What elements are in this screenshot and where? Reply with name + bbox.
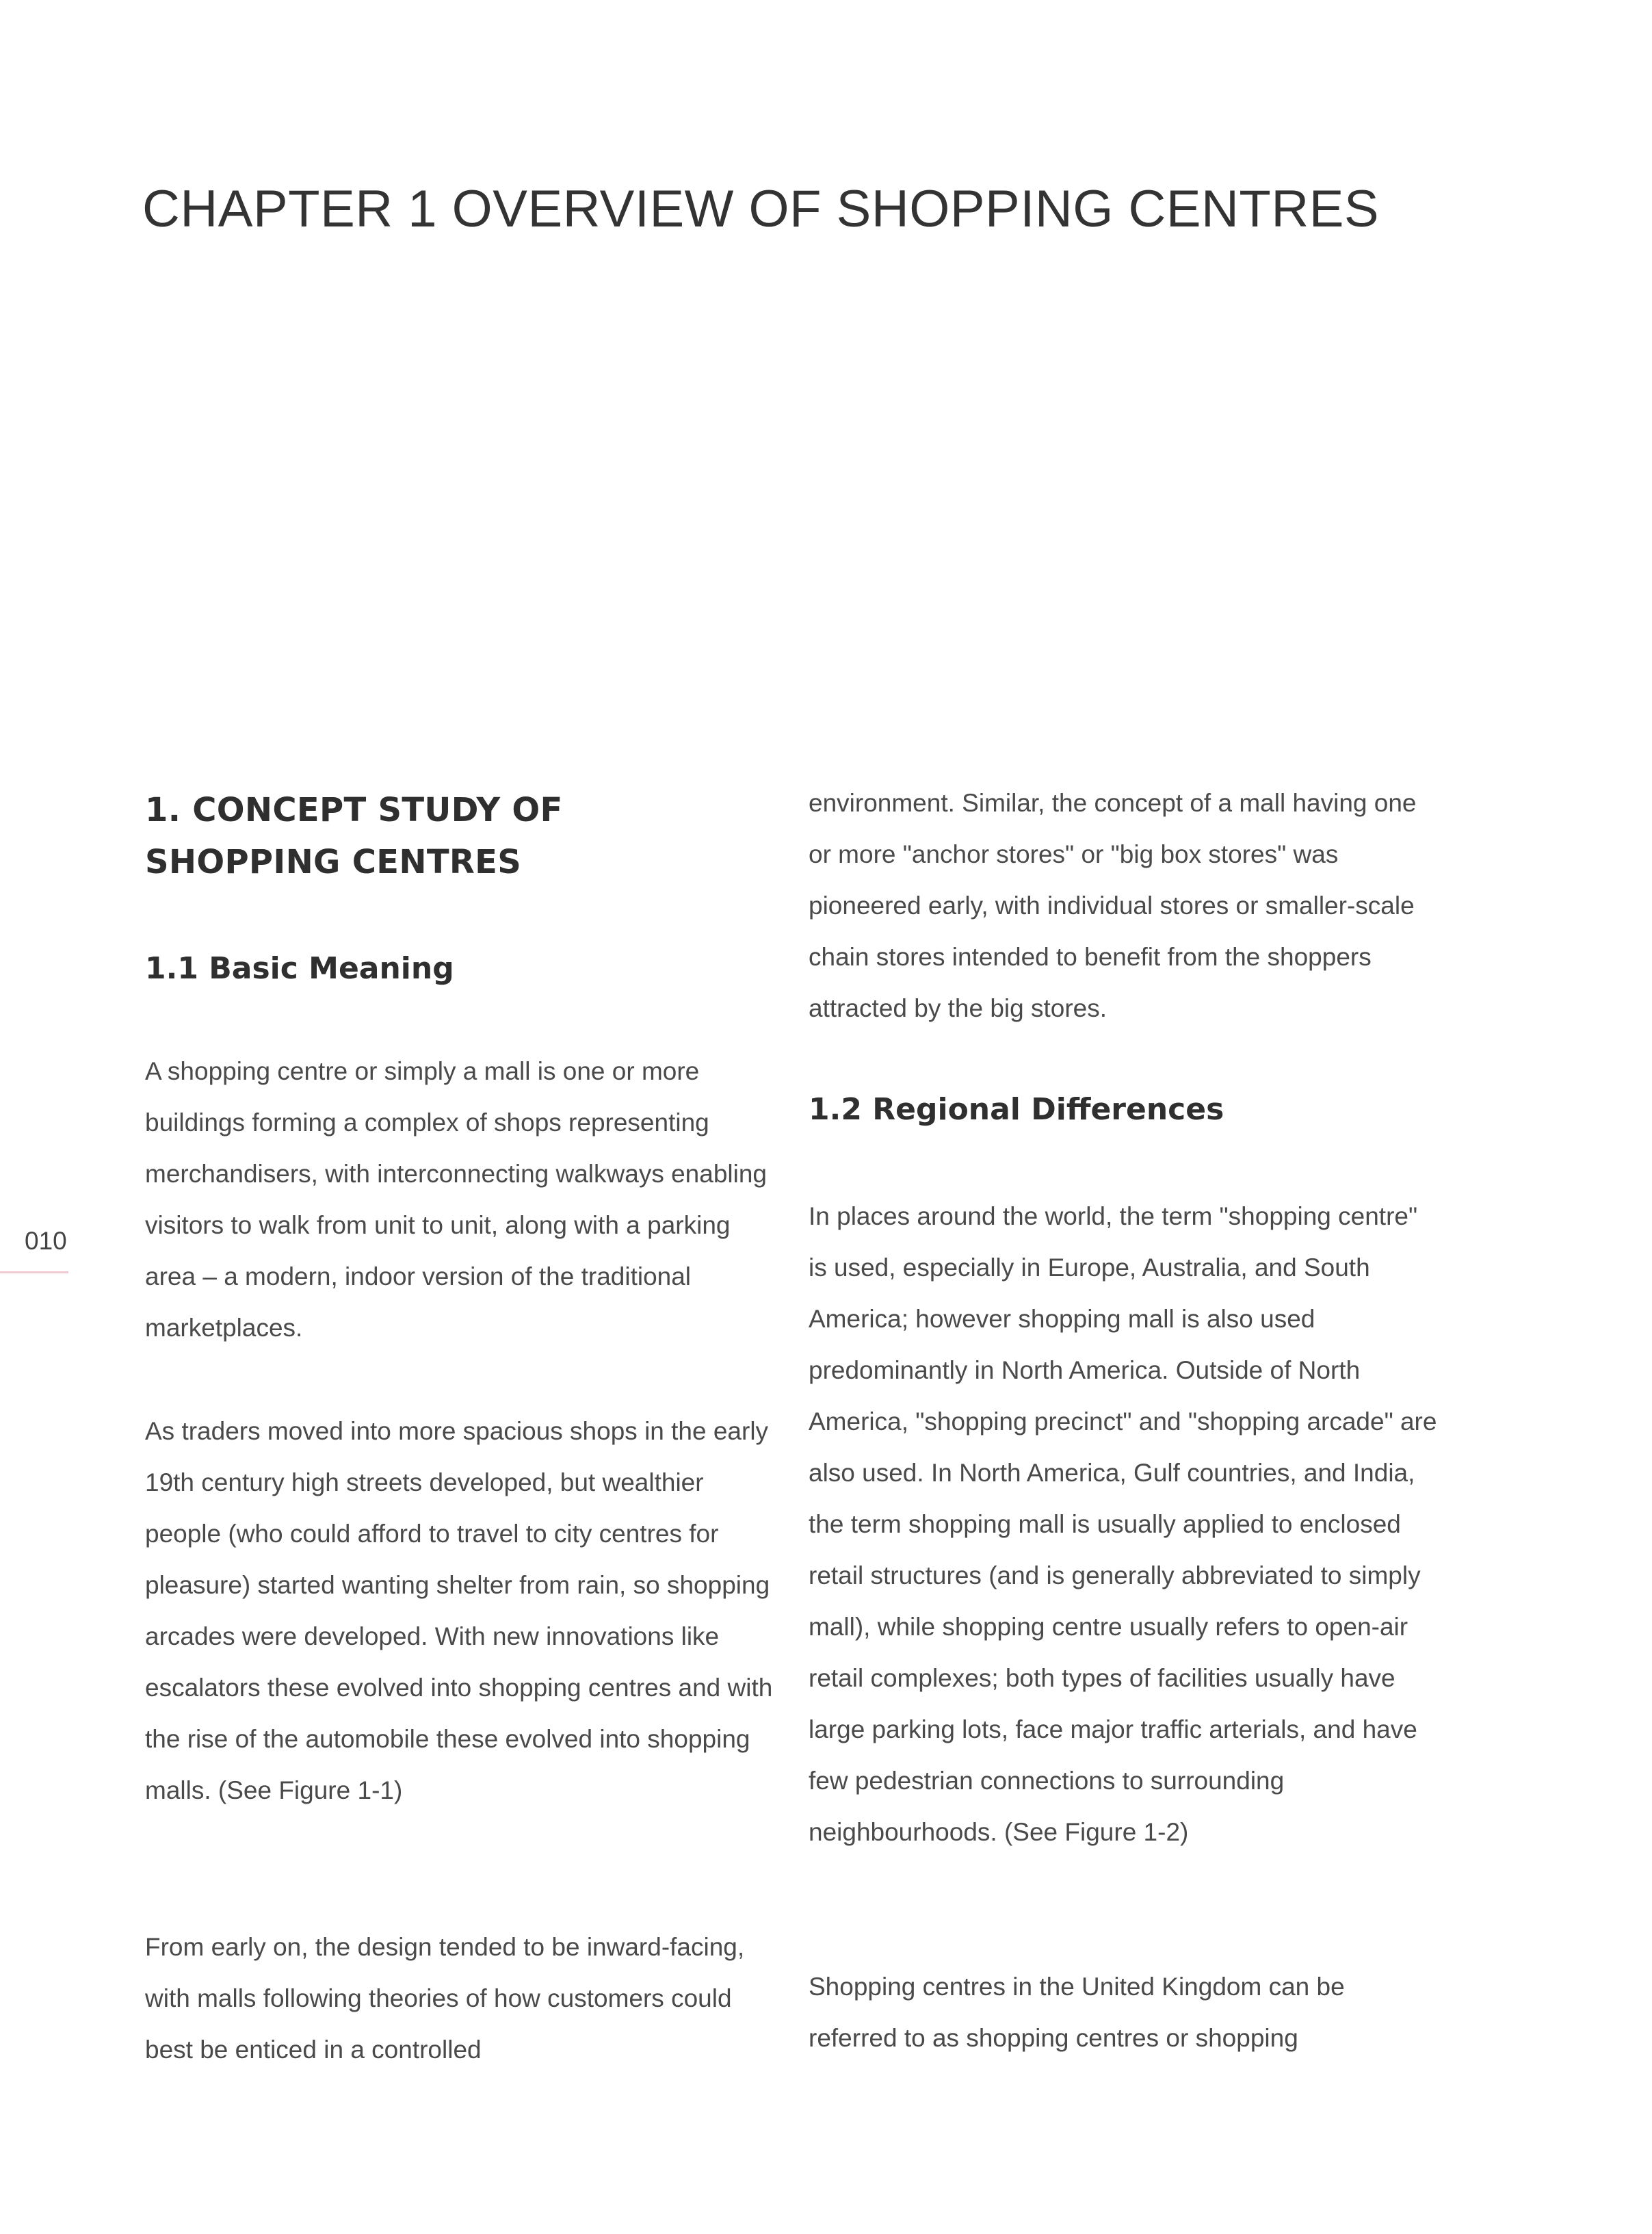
subsection-heading-regional-differences: 1.2 Regional Differences (809, 1092, 1224, 1127)
paragraph: As traders moved into more spacious shops in the early 19th century high streets developed, but wealthier people (who could afford to travel to city centres for pleasure) started wanting shelter from rain, so shopping arcades were developed. With new innovations like escalators these evolved into shopping centres and with the rise of the automobile these evolved into shopping malls. (See Figure 1-1) (145, 1417, 773, 1804)
subsection-heading-basic-meaning: 1.1 Basic Meaning (145, 951, 454, 986)
chapter-title: CHAPTER 1 OVERVIEW OF SHOPPING CENTRES (142, 180, 1380, 238)
paragraph: From early on, the design tended to be inward-facing, with malls following theories of how customers could best be enticed in a controlled (145, 1933, 745, 2064)
paragraph: Shopping centres in the United Kingdom can be referred to as shopping centres or shopping (809, 1973, 1345, 2052)
paragraph: A shopping centre or simply a mall is one or more buildings forming a complex of shops representing merchandisers, with interconnecting walkways enabling visitors to walk from unit to unit, along with a parking area – a modern, indoor version of the traditional marketplaces. (145, 1057, 768, 1342)
paragraph: In places around the world, the term "shopping centre" is used, especially in Europe, Australia, and South America; however shopping mall is also used predominantly in North America. Outside of North America, "shopping precinct" and "shopping arcade" are also used. In North America, Gulf countries, and India, the term shopping mall is usually applied to enclosed retail structures (and is generally abbreviated to simply mall), while shopping centre usually refers to open-air retail complexes; both types of facilities usually have large parking lots, face major traffic arterials, and have few pedestrian connections to surrounding neighbourhoods. (See Figure 1-2) (809, 1202, 1437, 1846)
page-number: 010 (25, 1227, 67, 1255)
section-heading: 1. CONCEPT STUDY OF SHOPPING CENTRES (145, 791, 563, 881)
paragraph: environment. Similar, the concept of a mall having one or more "anchor stores" or "big box stores" was pioneered early, with individual stores or smaller-scale chain stores intended to benefit from the shoppers attracted by the big stores. (809, 789, 1417, 1022)
page-number-marker (0, 1271, 68, 1273)
